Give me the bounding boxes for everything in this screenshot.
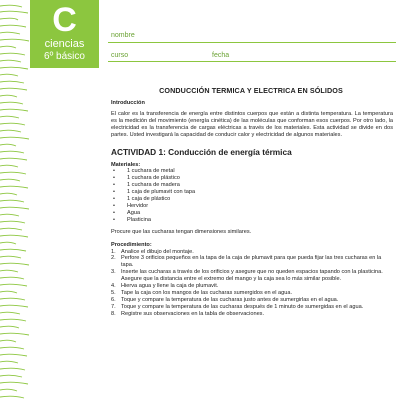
list-item: 7. Toque y compare la temperatura de las cucharas después de 1 minuto de sumergidas en el agua. bbox=[111, 303, 364, 310]
list-item: • 1 caja de plumavit con tapa bbox=[113, 189, 196, 196]
subject-badge bbox=[30, 0, 99, 68]
subject-badge-letter: C bbox=[52, 1, 77, 39]
list-item: 1. Analice el dibujo del montaje. bbox=[111, 248, 194, 255]
margin-lines-graphic bbox=[0, 0, 30, 400]
list-item: 4. Hierva agua y llene la caja de plumavit. bbox=[111, 283, 219, 290]
list-item: • Hervidor bbox=[113, 202, 149, 209]
name-field-label: nombre bbox=[111, 32, 135, 39]
materials-heading: Materiales: bbox=[111, 161, 141, 168]
list-item: • Plasticina bbox=[113, 216, 151, 223]
document-body bbox=[111, 100, 393, 318]
materials-note: Procure que las cucharas tengan dimensiones similares. bbox=[111, 228, 252, 235]
grade-label: 6º básico bbox=[44, 51, 85, 62]
decorative-margin-strip bbox=[0, 0, 30, 400]
intro-paragraph: El calor es la transferencia de energía entre distintos cuerpos que están a distinta temperatura. La temperatura es la medición del movimiento (energía cinética) de las moléculas que conforman esos cuerpos. Por otro lado, la electricidad es la transferencia de cargas eléctricas a través de los materiales. Esta actividad se divide en dos partes. Usted investigará la capacidad de conducir calor y electricidad de algunos materiales. bbox=[111, 110, 393, 138]
document-title: CONDUCCIÓN TERMICA Y ELECTRICA EN SÓLIDOS bbox=[159, 86, 343, 95]
subject-name: ciencias bbox=[44, 38, 85, 50]
materials-list bbox=[111, 168, 393, 223]
name-field-line[interactable] bbox=[108, 42, 396, 43]
procedure-heading: Procedimiento: bbox=[111, 241, 152, 248]
list-item: • 1 cuchara de plástico bbox=[113, 175, 180, 182]
course-field-label: curso bbox=[111, 52, 129, 59]
intro-heading: Introducción bbox=[111, 100, 145, 106]
course-date-field-line[interactable] bbox=[108, 61, 396, 62]
list-item: 3. Inserte las cucharas a través de los orificios y asegure que no queden espacios tapando con la plasticina. Asegure que la distancia entre el extremo del mango y la caja sea lo más similar posible. bbox=[111, 269, 383, 283]
list-item: • 1 cuchara de metal bbox=[113, 168, 175, 175]
procedure-list bbox=[111, 249, 393, 318]
activity-heading: ACTIVIDAD 1: Conducción de energía térmica bbox=[111, 146, 292, 157]
list-item: • 1 caja de plástico bbox=[113, 196, 171, 203]
list-item: 5. Tape la caja con los mangos de las cucharas sumergidos en el agua. bbox=[111, 289, 293, 296]
date-field-label: fecha bbox=[212, 52, 230, 59]
list-item: • Agua bbox=[113, 209, 141, 216]
list-item: 6. Toque y compare la temperatura de las cucharas justo antes de sumergirlas en el agua. bbox=[111, 296, 339, 303]
list-item: 8. Registre sus observaciones en la tabla de observaciones. bbox=[111, 310, 265, 317]
list-item: 2. Perfore 3 orificios pequeños en la tapa de la caja de plumavit para que pueda fijar las tres cucharas en la tapa. bbox=[111, 255, 382, 269]
list-item: • 1 cuchara de madera bbox=[113, 182, 180, 189]
